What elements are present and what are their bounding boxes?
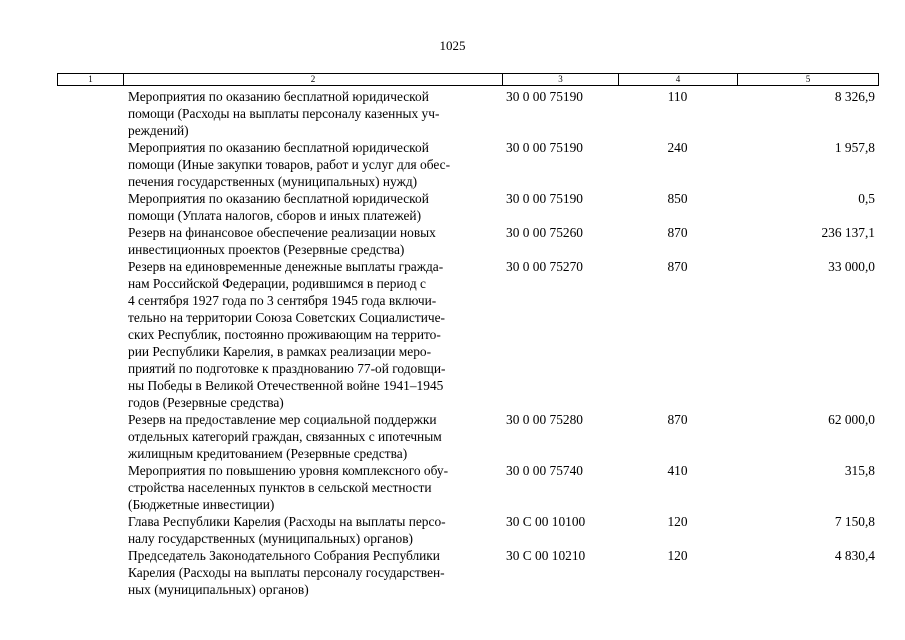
expense-item-name-line: налу государственных (муниципальных) органов): [128, 531, 414, 546]
expense-item-name-line: ны Победы в Великой Отечественной войне 1941–1945: [128, 378, 444, 393]
expense-item-name-line: рии Республики Карелия, в рамках реализации меро-: [128, 344, 432, 359]
target-article-code: 30 0 00 75260: [506, 225, 583, 240]
expense-type-code: 240: [667, 140, 688, 155]
expense-item-name-line: Карелия (Расходы на выплаты персоналу государствен-: [128, 565, 445, 580]
expense-type-code: 120: [667, 514, 688, 529]
expense-type-code: 870: [667, 412, 688, 427]
expense-type-code: 850: [667, 191, 688, 206]
expense-item-name-line: Председатель Законодательного Собрания Республики: [128, 548, 440, 563]
expense-type-code: 870: [667, 225, 688, 240]
expense-item-name-line: отдельных категорий граждан, связанных с ипотечным: [128, 429, 442, 444]
amount-value: 8 326,9: [834, 89, 875, 104]
column-number-3: 3: [503, 74, 619, 85]
target-article-code: 30 0 00 75190: [506, 140, 583, 155]
expense-item-name-line: ских Республик, постоянно проживающим на террито-: [128, 327, 441, 342]
expense-type-code: 110: [667, 89, 688, 104]
expense-item-name-line: нам Российской Федерации, родившимся в период с: [128, 276, 426, 291]
column-number-5: 5: [805, 74, 811, 84]
amount-value: 4 830,4: [834, 548, 875, 563]
target-article-code: 30 С 00 10100: [506, 514, 586, 529]
expense-item-name-line: (Бюджетные инвестиции): [128, 497, 275, 512]
amount-value: 0,5: [858, 191, 875, 206]
target-article-code: 30 С 00 10210: [506, 548, 586, 563]
expense-item-name: [128, 139, 500, 190]
column-number-1: 1: [58, 74, 124, 85]
amount-value: 7 150,8: [834, 514, 875, 529]
amount-value: 62 000,0: [828, 412, 875, 427]
page-number: 1025: [439, 38, 466, 53]
expense-item-name: [128, 513, 500, 547]
amount-value: 33 000,0: [828, 259, 875, 274]
expense-type-code: 410: [667, 463, 688, 478]
amount-value: 315,8: [844, 463, 875, 478]
expense-item-name-line: стройства населенных пунктов в сельской местности: [128, 480, 432, 495]
expense-item-name: [128, 547, 500, 598]
expense-item-name-line: Мероприятия по оказанию бесплатной юридической: [128, 191, 429, 206]
expense-item-name-line: печения государственных (муниципальных) нужд): [128, 174, 418, 189]
expense-item-name-line: Мероприятия по оказанию бесплатной юридической: [128, 89, 429, 104]
expense-item-name-line: Резерв на единовременные денежные выплаты гражда-: [128, 259, 444, 274]
expense-item-name: [128, 88, 500, 139]
expense-item-name: [128, 258, 500, 411]
amount-value: 236 137,1: [821, 225, 875, 240]
target-article-code: 30 0 00 75740: [506, 463, 583, 478]
expense-item-name-line: Глава Республики Карелия (Расходы на выплаты персо-: [128, 514, 446, 529]
target-article-code: 30 0 00 75270: [506, 259, 583, 274]
expense-item-name-line: инвестиционных проектов (Резервные средства): [128, 242, 405, 257]
target-article-code: 30 0 00 75280: [506, 412, 583, 427]
expense-item-name-line: Резерв на финансовое обеспечение реализации новых: [128, 225, 436, 240]
expense-item-name-line: помощи (Иные закупки товаров, работ и услуг для обес-: [128, 157, 451, 172]
expense-item-name-line: 4 сентября 1927 года по 3 сентября 1945 года включи-: [128, 293, 437, 308]
expense-item-name-line: тельно на территории Союза Советских Социалистиче-: [128, 310, 446, 325]
expense-type-code: 870: [667, 259, 688, 274]
expense-type-code: 120: [667, 548, 688, 563]
expense-item-name-line: ных (муниципальных) органов): [128, 582, 309, 597]
expense-item-name-line: Резерв на предоставление мер социальной поддержки: [128, 412, 437, 427]
expense-item-name-line: Мероприятия по повышению уровня комплексного обу-: [128, 463, 449, 478]
expense-item-name-line: годов (Резервные средства): [128, 395, 284, 410]
column-number-4: 4: [619, 74, 738, 85]
amount-value: 1 957,8: [834, 140, 875, 155]
target-article-code: 30 0 00 75190: [506, 191, 583, 206]
column-number-2: 2: [124, 74, 503, 85]
target-article-code: 30 0 00 75190: [506, 89, 583, 104]
expense-item-name-line: реждений): [128, 123, 189, 138]
expense-item-name: [128, 462, 500, 513]
expense-item-name-line: жилищным кредитованием (Резервные средства): [128, 446, 408, 461]
column-number-header: [57, 73, 879, 86]
expense-item-name-line: приятий по подготовке к празднованию 77-ой годовщи-: [128, 361, 446, 376]
expense-item-name: [128, 224, 500, 258]
expense-item-name: [128, 190, 500, 224]
expense-item-name-line: Мероприятия по оказанию бесплатной юридической: [128, 140, 429, 155]
expense-item-name: [128, 411, 500, 462]
expense-item-name-line: помощи (Расходы на выплаты персоналу казенных уч-: [128, 106, 440, 121]
expense-item-name-line: помощи (Уплата налогов, сборов и иных платежей): [128, 208, 422, 223]
